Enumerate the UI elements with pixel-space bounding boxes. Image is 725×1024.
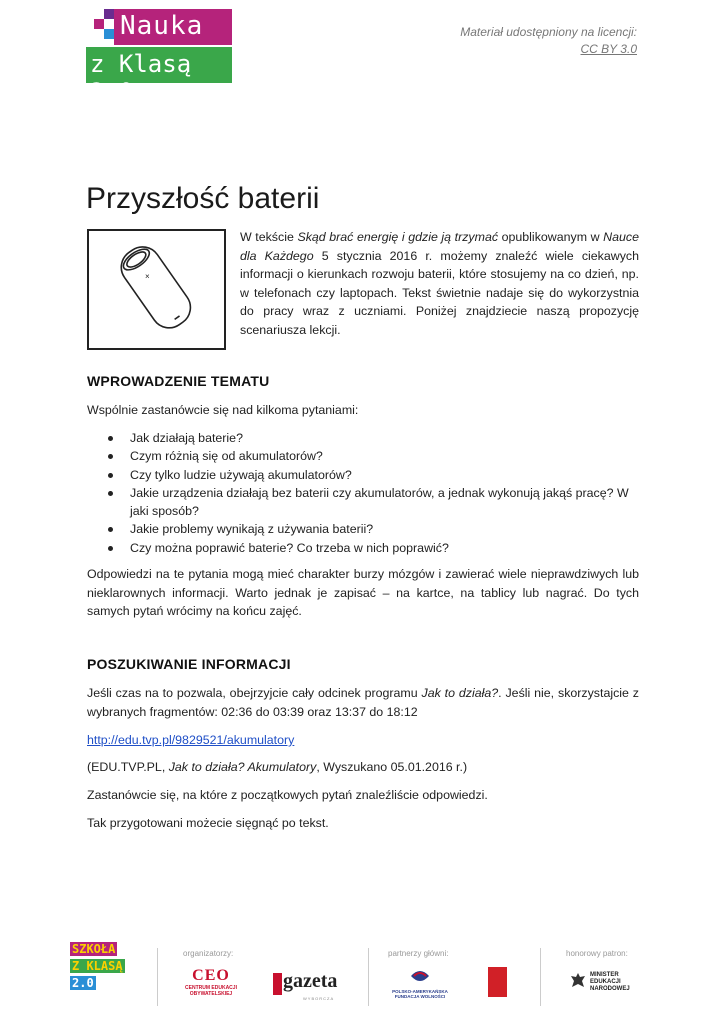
gazeta-logo (283, 970, 337, 993)
list-item (87, 539, 639, 557)
divider (540, 948, 541, 1006)
question-list (87, 429, 639, 557)
ceo-logo (180, 967, 242, 997)
eagle-emblem-icon (570, 972, 586, 990)
logo-row-nauka (114, 9, 232, 45)
gazeta-text: gazeta (283, 970, 338, 992)
question-text: Czym różnią się od akumulatorów? (130, 449, 323, 464)
para-text: . Jeśli nie, skorzystajcie z wybranych fragmentów: 02:36 do 03:39 oraz 13:37 do 18:12 (87, 686, 639, 719)
link-paragraph (87, 731, 639, 750)
bullet-icon (108, 473, 113, 478)
men-logo (570, 972, 630, 995)
nauka-z-klasa-logo (86, 9, 232, 106)
pafw-text: POLSKO-AMERYKAŃSKA FUNDACJA WOLNOŚCI (392, 989, 448, 999)
gazeta-mark (273, 973, 282, 995)
organizers-caption: organizatorzy: (183, 949, 234, 958)
citation-text: (EDU.TVP.PL, (87, 760, 169, 774)
pafw-logo (390, 968, 450, 999)
intro-paragraph (240, 228, 639, 340)
school-logo-line: SZKOŁA (72, 942, 116, 956)
logo-text-nauka: Nauka (120, 11, 204, 41)
logo-tile (104, 9, 114, 19)
ceo-mark: CEO (192, 967, 230, 984)
list-item (87, 484, 639, 521)
license-note (460, 24, 637, 58)
intro-text: W tekście (240, 230, 298, 244)
pafw-emblem-icon (409, 968, 431, 984)
svg-text:×: × (145, 272, 150, 281)
closing-paragraph: Odpowiedzi na te pytania mogą mieć charakter burzy mózgów i zawierać wiele nieprawdziwych lub nieklarownych informacji. Warto jednak je zapisać – na kartce, na tablicy lub nagrać. Do tych samych pytań wrócimy na końcu zajęć. (87, 567, 639, 619)
bullet-icon (108, 454, 113, 459)
divider (157, 948, 158, 1006)
license-label: Materiał udostępniony na licencji: (460, 25, 637, 39)
men-text: MINISTER EDUKACJI NARODOWEJ (590, 972, 630, 992)
logo-tile (104, 29, 114, 39)
citation-text: , Wyszukano 05.01.2016 r.) (316, 760, 468, 774)
ceo-text: CENTRUM EDUKACJI OBYWATELSKIEJ (185, 985, 237, 997)
intro-text: 5 stycznia 2016 r. możemy znaleźć wiele ciekawych informacji o kierunkach rozwoju baterii, które stosujemy na co dzień, np. w telefonach czy laptopach. Tekst świetnie nadaje się do wykorzystnia do pracy wraz z uczniami. Poniżej znajdziecie naszą propozycję scenariusza lekcji. (240, 248, 639, 337)
gazeta-subtitle: WYBORCZA (303, 996, 335, 1001)
list-item (87, 466, 639, 484)
logo-tile (94, 19, 104, 29)
para-text: Jeśli czas na to pozwala, obejrzyjcie cały odcinek programu (87, 686, 422, 700)
mazowsze-logo (488, 967, 507, 997)
question-text: Czy tylko ludzie używają akumulatorów? (130, 467, 352, 482)
bullet-icon (108, 491, 113, 496)
section-lead: Wspólnie zastanówcie się nad kilkoma pytaniami: (87, 403, 359, 417)
list-item (87, 429, 639, 447)
page-title: Przyszłość baterii (86, 182, 320, 215)
szkola-z-klasa-logo (70, 942, 126, 998)
magazine-title: Nauce dla Każdego (240, 230, 639, 263)
battery-figure (87, 229, 226, 350)
tvp-link[interactable]: http://edu.tvp.pl/9829521/akumulatory (87, 733, 295, 747)
citation-title: Jak to działa? Akumulatory (168, 760, 317, 774)
citation (87, 758, 639, 777)
school-logo-line: Z KLASĄ (72, 959, 123, 973)
question-text: Czy można poprawić baterie? Co trzeba w nich poprawić? (130, 540, 449, 555)
final-paragraph: Tak przygotowani możecie sięgnąć po tekst. (87, 816, 329, 830)
bullet-icon (108, 527, 113, 532)
bullet-icon (108, 436, 113, 441)
intro-text: opublikowanym w (498, 230, 604, 244)
bullet-icon (108, 546, 113, 551)
reflection-paragraph: Zastanówcie się, na które z początkowych pytań znaleźliście odpowiedzi. (87, 788, 488, 802)
list-item (87, 447, 639, 465)
license-link[interactable]: CC BY 3.0 (580, 42, 637, 56)
divider (368, 948, 369, 1006)
program-title: Jak to działa? (421, 686, 499, 700)
question-text: Jakie urządzenia działają bez baterii czy akumulatorów, a jednak wykonują jakąś pracę? W jaki sposób? (130, 485, 629, 519)
partners-caption: partnerzy główni: (388, 949, 449, 958)
battery-icon (89, 231, 224, 348)
question-text: Jak działają baterie? (130, 431, 243, 445)
logo-text-z-klasa: z Klasą 2.0 (90, 50, 192, 106)
footer-sponsors (70, 940, 655, 1010)
program-paragraph (87, 684, 639, 721)
patron-caption: honorowy patron: (566, 949, 628, 958)
school-logo-line: 2.0 (72, 976, 94, 990)
section-heading-intro: WPROWADZENIE TEMATU (87, 373, 270, 389)
logo-row-z-klasa (86, 47, 232, 106)
section-heading-search: POSZUKIWANIE INFORMACJI (87, 656, 291, 672)
question-text: Jakie problemy wynikają z używania baterii? (130, 522, 374, 537)
list-item (87, 520, 639, 538)
article-title: Skąd brać energię i gdzie ją trzymać (297, 230, 499, 244)
